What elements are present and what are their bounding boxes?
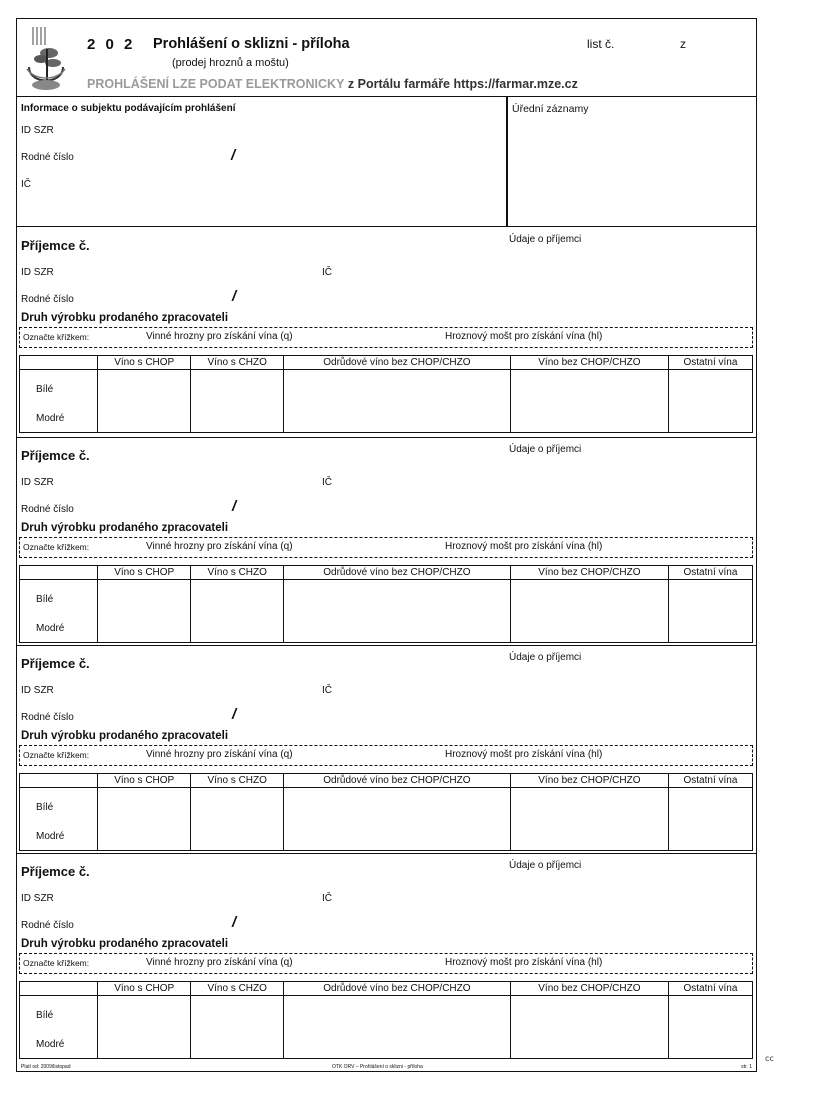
product-type-heading: Druh výrobku prodaného zpracovateli	[21, 730, 229, 742]
input-cell[interactable]	[510, 370, 668, 406]
input-cell[interactable]	[510, 1032, 668, 1059]
recipient-section	[17, 228, 756, 434]
row-label-white: Bílé	[20, 580, 98, 616]
column-header: Ostatní vína	[668, 774, 752, 788]
recipient-title: Příjemce č.	[21, 656, 90, 671]
recipient-section	[17, 645, 756, 851]
row-label-white: Bílé	[20, 788, 98, 824]
column-header: Víno s CHZO	[191, 356, 284, 370]
option-must[interactable]: Hroznový mošt pro získání vína (hl)	[445, 541, 603, 552]
input-cell[interactable]	[668, 996, 752, 1032]
input-cell[interactable]	[191, 616, 284, 643]
wine-quantity-table	[19, 565, 753, 643]
mark-instruction: Označte křížkem:	[23, 750, 90, 760]
row-label-red: Modré	[20, 616, 98, 643]
recipient-rodne-cislo-label: Rodné číslo	[21, 920, 74, 931]
input-cell[interactable]	[510, 996, 668, 1032]
product-mark-row	[19, 537, 753, 558]
input-cell[interactable]	[191, 996, 284, 1032]
input-cell[interactable]	[98, 788, 191, 824]
recipient-rodne-cislo-slash: /	[232, 288, 237, 305]
recipient-title: Příjemce č.	[21, 238, 90, 253]
input-cell[interactable]	[668, 370, 752, 406]
column-header: Víno s CHOP	[98, 982, 191, 996]
input-cell[interactable]	[668, 406, 752, 433]
input-cell[interactable]	[283, 788, 510, 824]
recipient-section	[17, 437, 756, 643]
form-title: Prohlášení o sklizni - příloha	[153, 36, 350, 52]
product-type-heading: Druh výrobku prodaného zpracovateli	[21, 522, 229, 534]
recipient-info-label: Údaje o příjemci	[509, 652, 582, 663]
input-cell[interactable]	[510, 580, 668, 616]
input-cell[interactable]	[191, 824, 284, 851]
recipient-ic-label: IČ	[322, 267, 332, 278]
input-cell[interactable]	[510, 406, 668, 433]
input-cell[interactable]	[668, 580, 752, 616]
input-cell[interactable]	[98, 996, 191, 1032]
page-footer	[17, 1062, 756, 1072]
column-header: Odrůdové víno bez CHOP/CHZO	[283, 982, 510, 996]
column-header: Víno bez CHOP/CHZO	[510, 356, 668, 370]
wine-quantity-table	[19, 773, 753, 851]
recipient-rodne-cislo-slash: /	[232, 914, 237, 931]
input-cell[interactable]	[98, 580, 191, 616]
input-cell[interactable]	[98, 616, 191, 643]
column-header: Víno s CHOP	[98, 774, 191, 788]
option-grapes[interactable]: Vinné hrozny pro získání vína (q)	[146, 331, 293, 342]
input-cell[interactable]	[98, 370, 191, 406]
recipient-ic-label: IČ	[322, 477, 332, 488]
input-cell[interactable]	[283, 616, 510, 643]
column-header: Víno s CHZO	[191, 982, 284, 996]
wine-quantity-table	[19, 981, 753, 1059]
table-corner-cell	[20, 774, 98, 788]
input-cell[interactable]	[283, 996, 510, 1032]
input-cell[interactable]	[98, 406, 191, 433]
electronic-notice-url: z Portálu farmáře https://farmar.mze.cz	[344, 77, 578, 91]
form-subtitle: (prodej hroznů a moštu)	[172, 57, 289, 69]
row-label-red: Modré	[20, 824, 98, 851]
recipient-id-szr-label: ID SZR	[21, 893, 54, 904]
footer-form-name: OTK ORV – Prohlášení o sklizni - příloha	[332, 1064, 423, 1070]
recipient-ic-label: IČ	[322, 685, 332, 696]
input-cell[interactable]	[283, 824, 510, 851]
input-cell[interactable]	[191, 788, 284, 824]
electronic-notice-prefix: PROHLÁŠENÍ LZE PODAT ELEKTRONICKY	[87, 77, 345, 91]
recipient-id-szr-label: ID SZR	[21, 267, 54, 278]
row-label-red: Modré	[20, 1032, 98, 1059]
mark-instruction: Označte křížkem:	[23, 542, 90, 552]
electronic-notice	[87, 77, 578, 91]
recipient-rodne-cislo-label: Rodné číslo	[21, 294, 74, 305]
input-cell[interactable]	[510, 824, 668, 851]
recipient-title: Příjemce č.	[21, 864, 90, 879]
sheet-number-label: list č.	[587, 37, 615, 51]
input-cell[interactable]	[283, 406, 510, 433]
recipient-info-label: Údaje o příjemci	[509, 860, 582, 871]
input-cell[interactable]	[668, 1032, 752, 1059]
recipient-info-label: Údaje o příjemci	[509, 234, 582, 245]
sheet-of-label: z	[680, 37, 686, 51]
option-must[interactable]: Hroznový mošt pro získání vína (hl)	[445, 749, 603, 760]
option-must[interactable]: Hroznový mošt pro získání vína (hl)	[445, 957, 603, 968]
column-header: Ostatní vína	[668, 566, 752, 580]
input-cell[interactable]	[191, 406, 284, 433]
subject-rodne-cislo-label: Rodné číslo	[21, 152, 74, 163]
recipient-rodne-cislo-label: Rodné číslo	[21, 712, 74, 723]
subject-divider	[506, 97, 508, 226]
column-header: Víno bez CHOP/CHZO	[510, 566, 668, 580]
product-mark-row	[19, 745, 753, 766]
column-header: Odrůdové víno bez CHOP/CHZO	[283, 356, 510, 370]
input-cell[interactable]	[283, 580, 510, 616]
grape-leaf-logo-icon	[23, 23, 69, 93]
row-label-white: Bílé	[20, 370, 98, 406]
option-grapes[interactable]: Vinné hrozny pro získání vína (q)	[146, 541, 293, 552]
recipient-section	[17, 853, 756, 1059]
column-header: Odrůdové víno bez CHOP/CHZO	[283, 774, 510, 788]
input-cell[interactable]	[668, 616, 752, 643]
subject-ic-label: IČ	[21, 179, 31, 190]
form-page	[16, 18, 757, 1072]
subject-id-szr-label: ID SZR	[21, 125, 54, 136]
recipient-info-label: Údaje o příjemci	[509, 444, 582, 455]
column-header: Odrůdové víno bez CHOP/CHZO	[283, 566, 510, 580]
mark-instruction: Označte křížkem:	[23, 958, 90, 968]
column-header: Ostatní vína	[668, 356, 752, 370]
input-cell[interactable]	[191, 580, 284, 616]
recipient-id-szr-label: ID SZR	[21, 477, 54, 488]
column-header: Ostatní vína	[668, 982, 752, 996]
subject-info-box	[17, 96, 756, 227]
input-cell[interactable]	[98, 824, 191, 851]
official-records-label: Úřední záznamy	[512, 103, 589, 115]
corner-mark: ⅽⅽ	[765, 1054, 774, 1063]
column-header: Víno s CHZO	[191, 566, 284, 580]
input-cell[interactable]	[510, 788, 668, 824]
input-cell[interactable]	[510, 616, 668, 643]
column-header: Víno s CHOP	[98, 566, 191, 580]
subject-title: Informace o subjektu podávajícím prohlášení	[21, 103, 236, 114]
column-header: Víno s CHZO	[191, 774, 284, 788]
input-cell[interactable]	[283, 370, 510, 406]
mark-instruction: Označte křížkem:	[23, 332, 90, 342]
recipient-rodne-cislo-label: Rodné číslo	[21, 504, 74, 515]
option-grapes[interactable]: Vinné hrozny pro získání vína (q)	[146, 749, 293, 760]
product-mark-row	[19, 953, 753, 974]
form-number: 2 0 2	[87, 36, 136, 53]
row-label-red: Modré	[20, 406, 98, 433]
input-cell[interactable]	[191, 370, 284, 406]
table-corner-cell	[20, 356, 98, 370]
table-corner-cell	[20, 566, 98, 580]
recipient-title: Příjemce č.	[21, 448, 90, 463]
product-mark-row	[19, 327, 753, 348]
subject-rodne-cislo-slash: /	[231, 147, 236, 164]
product-type-heading: Druh výrobku prodaného zpracovateli	[21, 312, 229, 324]
recipient-rodne-cislo-slash: /	[232, 706, 237, 723]
product-type-heading: Druh výrobku prodaného zpracovateli	[21, 938, 229, 950]
input-cell[interactable]	[668, 824, 752, 851]
footer-page-number: str. 1	[741, 1064, 752, 1070]
footer-valid-from: Platí od: 2009/listopad	[21, 1064, 71, 1070]
recipient-rodne-cislo-slash: /	[232, 498, 237, 515]
row-label-white: Bílé	[20, 996, 98, 1032]
column-header: Víno s CHOP	[98, 356, 191, 370]
recipient-ic-label: IČ	[322, 893, 332, 904]
input-cell[interactable]	[283, 1032, 510, 1059]
table-corner-cell	[20, 982, 98, 996]
input-cell[interactable]	[191, 1032, 284, 1059]
option-must[interactable]: Hroznový mošt pro získání vína (hl)	[445, 331, 603, 342]
form-header	[17, 19, 756, 95]
recipient-id-szr-label: ID SZR	[21, 685, 54, 696]
input-cell[interactable]	[98, 1032, 191, 1059]
column-header: Víno bez CHOP/CHZO	[510, 774, 668, 788]
input-cell[interactable]	[668, 788, 752, 824]
option-grapes[interactable]: Vinné hrozny pro získání vína (q)	[146, 957, 293, 968]
wine-quantity-table	[19, 355, 753, 433]
column-header: Víno bez CHOP/CHZO	[510, 982, 668, 996]
